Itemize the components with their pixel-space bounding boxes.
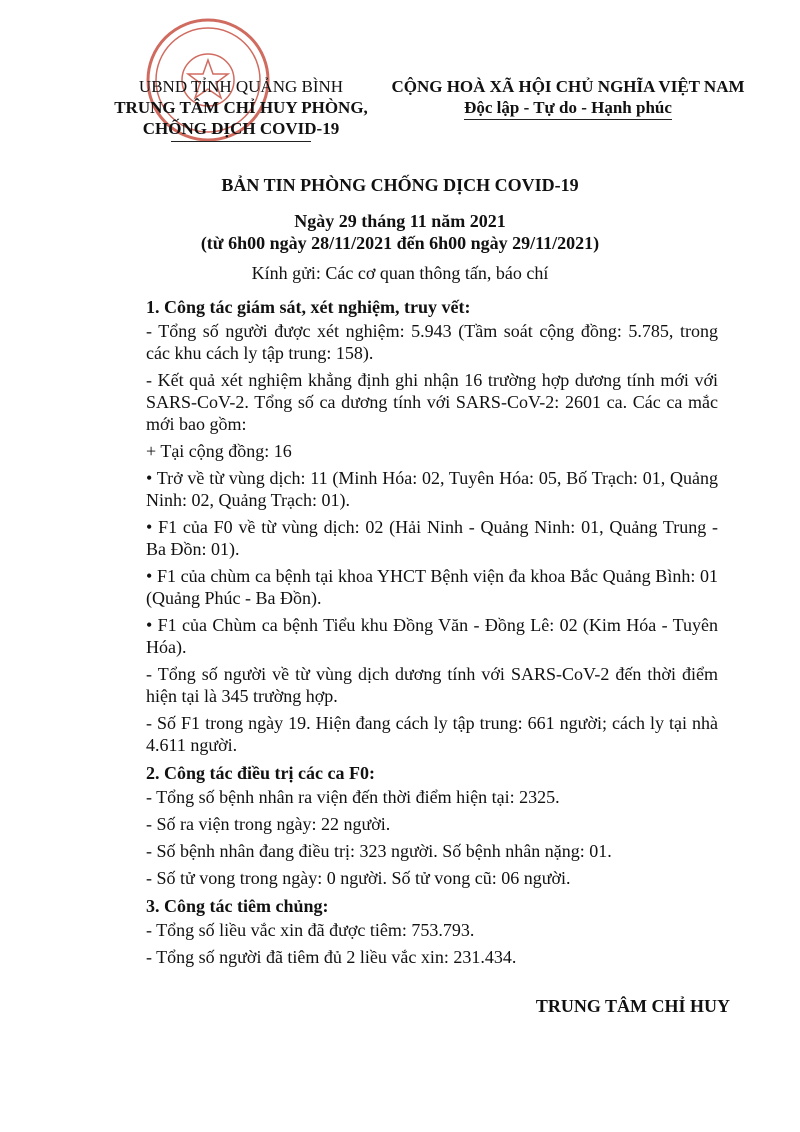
paragraph: - Số F1 trong ngày 19. Hiện đang cách ly tập trung: 661 người; cách ly tại nhà 4.611 người. xyxy=(146,713,718,755)
paragraph: • Trở về từ vùng dịch: 11 (Minh Hóa: 02, Tuyên Hóa: 05, Bố Trạch: 01, Quảng Ninh: 02, Quảng Trạch: 01). xyxy=(146,468,718,510)
recipient-line: Kính gửi: Các cơ quan thông tấn, báo chí xyxy=(251,263,549,283)
paragraph: - Số ra viện trong ngày: 22 người. xyxy=(146,814,391,834)
national-heading xyxy=(372,76,764,120)
national-name: CỘNG HOÀ XÃ HỘI CHỦ NGHĨA VIỆT NAM xyxy=(391,77,745,96)
paragraph: - Tổng số liều vắc xin đã được tiêm: 753.793. xyxy=(146,920,475,940)
national-motto: Độc lập - Tự do - Hạnh phúc xyxy=(464,97,672,120)
document-body xyxy=(146,290,718,973)
paragraph: - Tổng số người được xét nghiệm: 5.943 (Tầm soát cộng đồng: 5.785, trong các khu cách ly tập trung: 158). xyxy=(146,321,718,363)
issuer-underline xyxy=(171,141,311,142)
reporting-period: (từ 6h00 ngày 28/11/2021 đến 6h00 ngày 29/11/2021) xyxy=(200,233,600,253)
document-title: BẢN TIN PHÒNG CHỐNG DỊCH COVID-19 xyxy=(221,175,579,195)
paragraph: - Tổng số bệnh nhân ra viện đến thời điểm hiện tại: 2325. xyxy=(146,787,560,807)
paragraph: • F1 của Chùm ca bệnh Tiểu khu Đồng Văn - Đồng Lê: 02 (Kim Hóa - Tuyên Hóa). xyxy=(146,615,718,657)
paragraph: - Kết quả xét nghiệm khẳng định ghi nhận 16 trường hợp dương tính mới với SARS-CoV-2. Tổng số ca dương tính với SARS-CoV-2: 2601 ca. Các ca mắc mới bao gồm: xyxy=(146,370,718,434)
issuer-line-3: CHỐNG DỊCH COVID-19 xyxy=(142,119,340,138)
paragraph: - Số bệnh nhân đang điều trị: 323 người. Số bệnh nhân nặng: 01. xyxy=(146,841,612,861)
issuer-line-1: UBND TỈNH QUẢNG BÌNH xyxy=(138,77,344,96)
document-date: Ngày 29 tháng 11 năm 2021 xyxy=(294,211,506,231)
section-heading-2: 2. Công tác điều trị các ca F0: xyxy=(146,763,375,783)
paragraph: - Tổng số người đã tiêm đủ 2 liều vắc xin: 231.434. xyxy=(146,947,517,967)
section-heading-3: 3. Công tác tiêm chủng: xyxy=(146,896,329,916)
paragraph: • F1 của chùm ca bệnh tại khoa YHCT Bệnh viện đa khoa Bắc Quảng Bình: 01 (Quảng Phúc - Ba Đồn). xyxy=(146,566,718,608)
paragraph: + Tại cộng đồng: 16 xyxy=(146,441,292,461)
issuer-line-2: TRUNG TÂM CHỈ HUY PHÒNG, xyxy=(114,98,368,117)
paragraph: • F1 của F0 về từ vùng dịch: 02 (Hải Ninh - Quảng Ninh: 01, Quảng Trung - Ba Đồn: 01). xyxy=(146,517,718,559)
section-heading-1: 1. Công tác giám sát, xét nghiệm, truy vết: xyxy=(146,297,471,317)
title-block xyxy=(0,174,800,284)
signature-block: TRUNG TÂM CHỈ HUY xyxy=(535,996,730,1016)
issuer-block xyxy=(95,76,387,142)
paragraph: - Số tử vong trong ngày: 0 người. Số tử vong cũ: 06 người. xyxy=(146,868,571,888)
paragraph: - Tổng số người về từ vùng dịch dương tính với SARS-CoV-2 đến thời điểm hiện tại là 345 trường hợp. xyxy=(146,664,718,706)
